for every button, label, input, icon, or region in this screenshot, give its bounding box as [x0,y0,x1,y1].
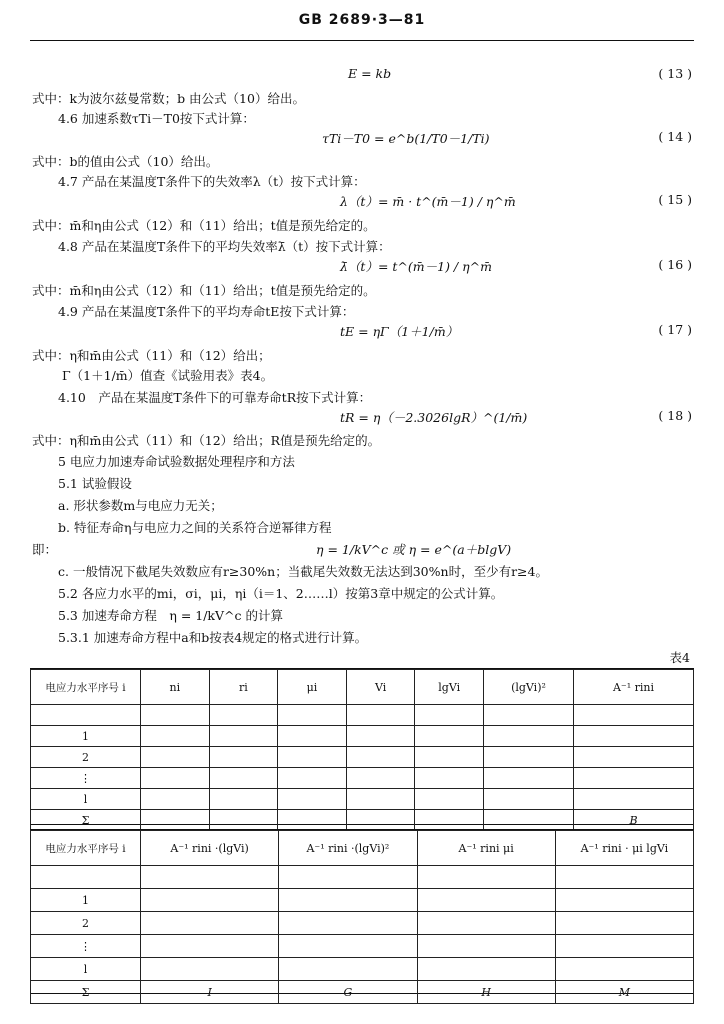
row-index: ⋮ [31,768,141,789]
assumption-c: c. 一般情况下截尾失效数应有r≥30%n；当截尾失效数无法达到30%n时，至少有r≥4。 [58,564,548,579]
equation-number-17: ( 17 ) [658,322,692,337]
table-row [31,935,694,958]
text-line: 式中：b的值由公式（10）给出。 [32,154,219,169]
row-index: Σ [31,810,141,831]
table-row [31,958,694,981]
text-line: 式中：η和m̄由公式（11）和（12）给出； [32,348,271,363]
equation-13: E = kb [348,66,392,81]
equation-17: tE = ηΓ（1＋1/m̄） [340,324,459,339]
section-5-2: 5.2 各应力水平的mi，σi，μi，ηi（i＝1、2……l）按第3章中规定的公式计算。 [58,586,504,601]
row-index: ⋮ [31,935,141,958]
col-header: μi [278,670,347,705]
sum-cell: B [574,810,694,831]
equation-14: τTi－T0 = e^b(1/T0－1/Ti) [322,131,490,146]
table-row [31,789,694,810]
equation-16: λ̄（t）= t^(m̄－1) / η^m̄ [340,259,492,274]
section-4-6: 4.6 加速系数τTi－T0按下式计算： [58,111,255,126]
section-5-3: 5.3 加速寿命方程 η = 1/kV^c 的计算 [58,608,283,623]
col-header: 电应力水平序号 i [31,670,141,705]
equation-number-15: ( 15 ) [658,192,692,207]
col-header: lgVi [415,670,484,705]
col-header: 电应力水平序号 i [31,831,141,866]
table-row [31,747,694,768]
sum-cell: M [555,981,693,1004]
assumption-a: a. 形状参数m与电应力无关； [58,498,223,513]
table-row [31,889,694,912]
table-4-part2 [30,830,694,1004]
table-row [31,981,694,1004]
col-header: Vi [346,670,415,705]
table-4-part1 [30,669,694,831]
text-line: 式中：k为波尔兹曼常数；b 由公式（10）给出。 [32,91,305,106]
equation-18: tR = η（－2.3026lgR）^(1/m̄) [340,410,528,425]
equation-number-18: ( 18 ) [658,408,692,423]
table-row [31,866,694,889]
row-index: l [31,789,141,810]
sum-cell: I [141,981,279,1004]
section-4-8: 4.8 产品在某温度T条件下的平均失效率λ̄（t）按下式计算： [58,239,391,254]
page-header: GB 2689·3—81 [298,12,426,28]
row-index [31,705,141,726]
section-4-7: 4.7 产品在某温度T条件下的失效率λ（t）按下式计算： [58,174,366,189]
row-index [31,866,141,889]
col-header: A⁻¹ rini ·(lgVi) [141,831,279,866]
table-row [31,705,694,726]
table-row [31,768,694,789]
section-5-1: 5.1 试验假设 [58,476,132,491]
row-index: 1 [31,889,141,912]
table-label: 表4 [669,650,690,665]
equation-15: λ（t）= m̄ · t^(m̄－1) / η^m̄ [340,194,516,209]
col-header: ni [141,670,210,705]
col-header: A⁻¹ rini ·(lgVi)² [279,831,417,866]
row-index: 2 [31,912,141,935]
text-line: 式中：m̄和η由公式（12）和（11）给出；t值是预先给定的。 [32,283,376,298]
sum-cell: H [417,981,555,1004]
table-row [31,726,694,747]
section-5-3-1: 5.3.1 加速寿命方程中a和b按表4规定的格式进行计算。 [58,630,368,645]
equation-number-13: ( 13 ) [658,66,692,81]
row-index: l [31,958,141,981]
header-rule [30,40,694,41]
equation-number-16: ( 16 ) [658,257,692,272]
section-5: 5 电应力加速寿命试验数据处理程序和方法 [58,454,295,469]
table-row [31,912,694,935]
section-4-10: 4.10 产品在某温度T条件下的可靠寿命tR按下式计算： [58,390,372,405]
table-row [31,810,694,831]
row-index: Σ [31,981,141,1004]
col-header: ri [209,670,278,705]
row-index: 1 [31,726,141,747]
section-4-9: 4.9 产品在某温度T条件下的平均寿命tE按下式计算： [58,304,355,319]
equation-number-14: ( 14 ) [658,129,692,144]
text-line: 式中：m̄和η由公式（12）和（11）给出；t值是预先给定的。 [32,218,376,233]
equation-inverse-power: η = 1/kV^c 或 η = e^(a＋blgV) [316,542,512,557]
col-header: (lgVi)² [484,670,574,705]
row-index: 2 [31,747,141,768]
text-line: 式中：η和m̄由公式（11）和（12）给出；R值是预先给定的。 [32,433,381,448]
text-line: Γ（1＋1/m̄）值查《试验用表》表4。 [62,368,274,383]
assumption-b: b. 特征寿命η与电应力之间的关系符合逆幂律方程 [58,520,332,535]
col-header: A⁻¹ rini · μi lgVi [555,831,693,866]
sum-cell: G [279,981,417,1004]
col-header: A⁻¹ rini [574,670,694,705]
text-line: 即： [32,542,58,557]
col-header: A⁻¹ rini μi [417,831,555,866]
